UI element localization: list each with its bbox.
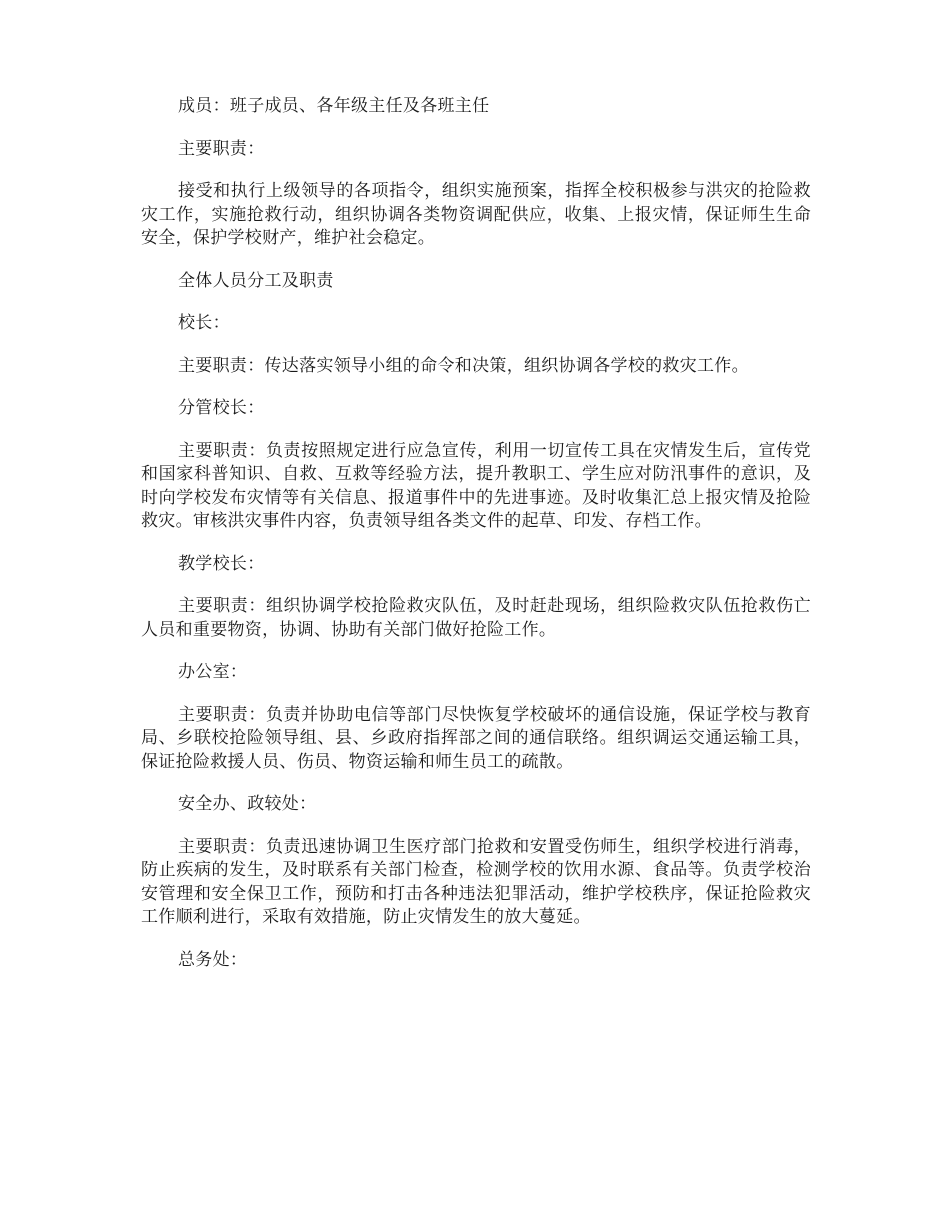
main-duty-text: 接受和执行上级领导的各项指令，组织实施预案，指挥全校积极参与洪灾的抢险救灾工作，实施抢救行动，组织协调各类物资调配供应，收集、上报灾情，保证师生生命安全，保护学校财产，维护社会稳定。 [141, 181, 811, 248]
all-staff-heading: 全体人员分工及职责 [178, 270, 334, 291]
safety-office-heading: 安全办、政较处： [178, 794, 317, 814]
teaching-principal-duty: 主要职责：组织协调学校抢险救灾队伍，及时赶赴现场，组织险救灾队伍抢救伤亡人员和重要物资，协调、协助有关部门做好抢险工作。 [141, 596, 811, 640]
office-duty: 主要职责：负责并协助电信等部门尽快恢复学校破坏的通信设施，保证学校与教育局、乡联校抢险领导组、县、乡政府指挥部之间的通信联络。组织调运交通运输工具，保证抢险救援人员、伤员、物资运输和师生员工的疏散。 [141, 704, 811, 772]
safety-office-duty: 主要职责：负责迅速协调卫生医疗部门抢救和安置受伤师生，组织学校进行消毒，防止疾病的发生，及时联系有关部门检查，检测学校的饮用水源、食品等。负责学校治安管理和安全保卫工作，预防和打击各种违法犯罪活动，维护学校秩序，保证抢险救灾工作顺利进行，采取有效措施，防止灾情发生的放大蔓延。 [141, 836, 811, 927]
document-body [141, 95, 811, 991]
main-duty-heading: 主要职责： [178, 138, 265, 159]
general-affairs-heading: 总务处： [178, 949, 248, 970]
members-line: 成员：班子成员、各年级主任及各班主任 [178, 96, 490, 116]
principal-heading: 校长： [178, 313, 230, 333]
vice-principal-heading: 分管校长： [178, 398, 265, 418]
vice-principal-duty: 主要职责：负责按照规定进行应急宣传，利用一切宣传工具在灾情发生后，宣传党和国家科普知识、自救、互救等经验方法，提升教职工、学生应对防汛事件的意识，及时向学校发布灾情等有关信息、报道事件中的先进事迹。及时收集汇总上报灾情及抢险救灾。审核洪灾事件内容，负责领导组各类文件的起草、印发、存档工作。 [141, 440, 811, 531]
principal-duty: 主要职责：传达落实领导小组的命令和决策，组织协调各学校的救灾工作。 [178, 355, 749, 376]
office-heading: 办公室： [178, 662, 248, 682]
teaching-principal-heading: 教学校长： [178, 553, 265, 574]
